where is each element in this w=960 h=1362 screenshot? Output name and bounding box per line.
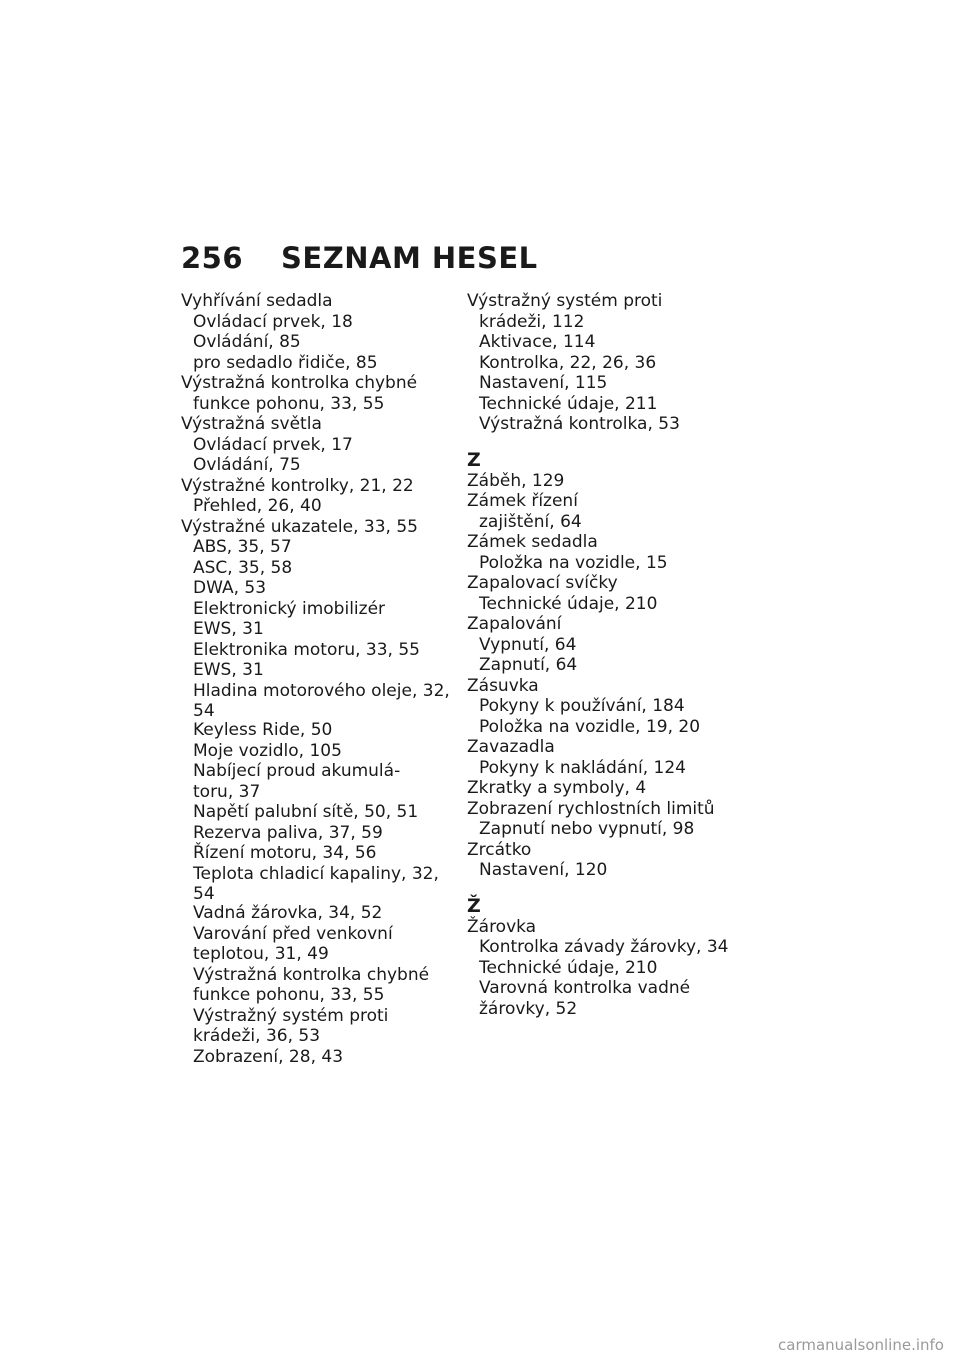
index-entry: Záběh, 129	[467, 470, 565, 491]
index-subentry: Hladina motorového oleje, 32,	[193, 680, 450, 701]
index-subentry: Výstražná kontrolka chybné	[193, 964, 430, 985]
index-subentry: krádeži, 36, 53	[193, 1026, 321, 1046]
index-subentry: Elektronický imobilizér	[193, 598, 386, 619]
index-letter-heading: Z	[467, 448, 481, 471]
page-title: SEZNAM HESEL	[281, 241, 538, 275]
index-subentry: Nastavení, 120	[479, 860, 608, 880]
page-header	[181, 241, 538, 275]
index-subentry: Moje vozidlo, 105	[193, 740, 342, 761]
index-subentry: Vadná žárovka, 34, 52	[193, 903, 383, 923]
index-subentry: EWS, 31	[193, 660, 264, 680]
index-subentry: krádeži, 112	[479, 311, 585, 332]
index-entry: Výstražná světla	[181, 414, 322, 434]
index-entry: Zavazadla	[467, 737, 555, 757]
index-subentry: 54	[193, 701, 215, 721]
index-subentry: Varování před venkovní	[193, 923, 393, 944]
index-subentry: Technické údaje, 211	[479, 393, 658, 414]
index-subentry: ABS, 35, 57	[193, 537, 292, 557]
index-entry: Výstražné ukazatele, 33, 55	[181, 516, 418, 537]
page-number: 256	[181, 241, 244, 275]
index-subentry: teplotou, 31, 49	[193, 944, 329, 964]
index-entry: Zapalovací svíčky	[467, 573, 618, 593]
index-subentry: Elektronika motoru, 33, 55	[193, 639, 420, 660]
index-subentry: Položka na vozidle, 19, 20	[479, 716, 701, 737]
index-entry: Zámek řízení	[467, 491, 578, 511]
index-entry: Zobrazení rychlostních limitů	[467, 798, 715, 819]
index-subentry: Pokyny k nakládání, 124	[479, 757, 686, 778]
index-subentry: zajištění, 64	[479, 511, 582, 532]
index-subentry: Keyless Ride, 50	[193, 720, 333, 740]
index-subentry: Kontrolka, 22, 26, 36	[479, 352, 657, 373]
index-entry: Výstražná kontrolka chybné	[181, 373, 418, 393]
index-subentry: Ovládací prvek, 17	[193, 434, 353, 455]
index-subentry: Výstražný systém proti	[193, 1005, 389, 1026]
index-entry: Výstražné kontrolky, 21, 22	[181, 475, 414, 496]
index-subentry: Ovládání, 85	[193, 332, 301, 352]
index-subentry: Výstražná kontrolka, 53	[479, 414, 680, 434]
index-subentry: Nastavení, 115	[479, 373, 608, 393]
index-entry: Zapalování	[467, 614, 562, 634]
index-entry: Vyhřívání sedadla	[181, 291, 333, 311]
index-subentry: funkce pohonu, 33, 55	[193, 393, 385, 414]
index-subentry: pro sedadlo řidiče, 85	[193, 352, 378, 373]
index-subentry: Ovládání, 75	[193, 455, 301, 475]
index-entry: Výstražný systém proti	[467, 291, 663, 311]
index-subentry: EWS, 31	[193, 619, 264, 639]
index-subentry: Řízení motoru, 34, 56	[193, 843, 377, 863]
index-entry: Zkratky a symboly, 4	[467, 778, 647, 798]
index-column-right	[467, 293, 747, 1021]
index-subentry: 54	[193, 884, 215, 904]
index-letter-heading: Ž	[467, 894, 481, 917]
index-subentry: ASC, 35, 58	[193, 557, 293, 578]
index-entry: Zrcátko	[467, 839, 532, 860]
index-subentry: Kontrolka závady žárovky, 34	[479, 937, 729, 957]
index-subentry: žárovky, 52	[479, 998, 578, 1019]
index-subentry: Přehled, 26, 40	[193, 496, 322, 516]
index-subentry: Technické údaje, 210	[479, 593, 658, 614]
index-entry: Zásuvka	[467, 675, 539, 696]
index-subentry: funkce pohonu, 33, 55	[193, 985, 385, 1005]
index-entry: Zámek sedadla	[467, 532, 598, 552]
index-subentry: Zapnutí, 64	[479, 655, 578, 675]
index-subentry: Technické údaje, 210	[479, 957, 658, 978]
index-subentry: Varovná kontrolka vadné	[479, 978, 691, 998]
index-subentry: Rezerva paliva, 37, 59	[193, 822, 383, 843]
index-subentry: Pokyny k používání, 184	[479, 696, 685, 716]
index-subentry: DWA, 53	[193, 578, 267, 598]
index-subentry: Zapnutí nebo vypnutí, 98	[479, 819, 695, 839]
index-subentry: Napětí palubní sítě, 50, 51	[193, 802, 419, 822]
index-entry: Žárovka	[467, 916, 537, 937]
index-subentry: toru, 37	[193, 781, 261, 802]
index-subentry: Položka na vozidle, 15	[479, 552, 668, 573]
index-subentry: Ovládací prvek, 18	[193, 311, 353, 332]
index-subentry: Nabíjecí proud akumulá-	[193, 761, 401, 781]
index-subentry: Aktivace, 114	[479, 332, 596, 352]
watermark: carmanualsonline.info	[778, 1336, 944, 1354]
index-subentry: Zobrazení, 28, 43	[193, 1046, 344, 1067]
index-column-left	[181, 293, 451, 1069]
index-subentry: Vypnutí, 64	[479, 634, 577, 655]
index-subentry: Teplota chladicí kapaliny, 32,	[193, 863, 439, 884]
